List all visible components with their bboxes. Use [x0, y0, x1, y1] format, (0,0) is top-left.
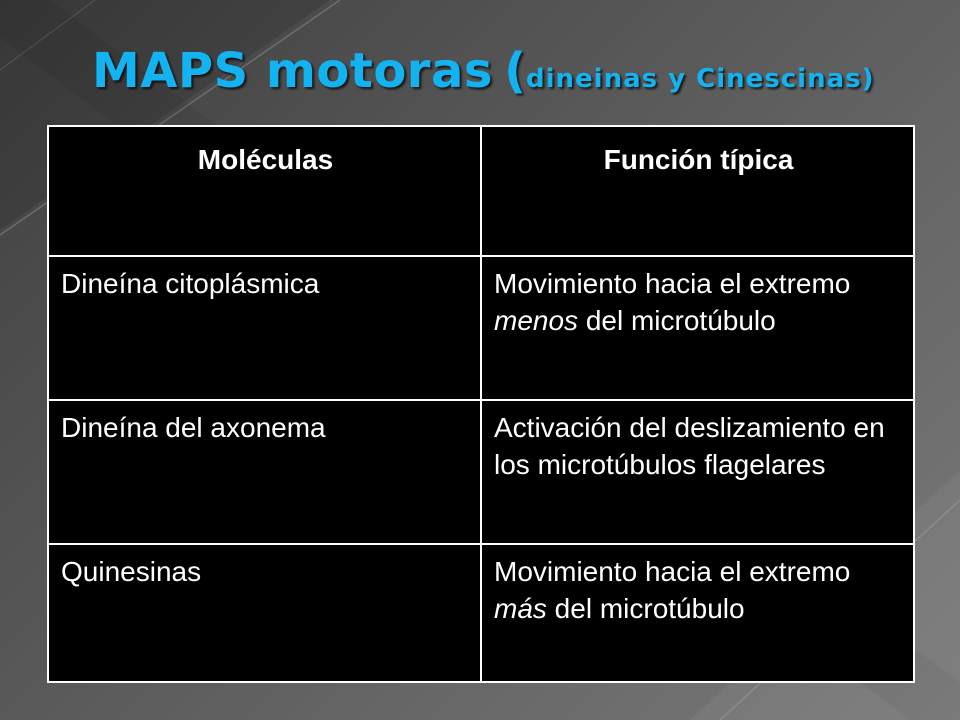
header-molecules: Moléculas: [48, 126, 481, 256]
table-row: [48, 544, 914, 682]
table-row: [48, 400, 914, 544]
function-text-end: del microtúbulo: [546, 593, 745, 624]
function-emphasis: menos: [494, 305, 579, 336]
title-main: MAPS motoras: [92, 43, 493, 99]
function-cell: [481, 256, 914, 400]
function-emphasis: más: [494, 593, 547, 624]
title-paren-open: (: [504, 43, 526, 99]
molecule-cell: Dineína del axonema: [48, 400, 481, 544]
function-text: Movimiento hacia el extremo: [494, 556, 851, 587]
function-text: Activación del deslizamiento en los microtúbulos flagelares: [494, 412, 885, 480]
title-subtitle: dineinas y Cinescinas: [526, 64, 862, 94]
title-paren-close: ): [861, 64, 875, 94]
molecule-cell: Dineína citoplásmica: [48, 256, 481, 400]
slide-title: [92, 36, 952, 106]
function-cell: [481, 400, 914, 544]
function-text: Movimiento hacia el extremo: [494, 268, 851, 299]
table-row: [48, 256, 914, 400]
header-function: Función típica: [481, 126, 914, 256]
molecule-cell: Quinesinas: [48, 544, 481, 682]
function-cell: [481, 544, 914, 682]
maps-table: [47, 125, 915, 683]
function-text-end: del microtúbulo: [578, 305, 776, 336]
table-header-row: [48, 126, 914, 256]
